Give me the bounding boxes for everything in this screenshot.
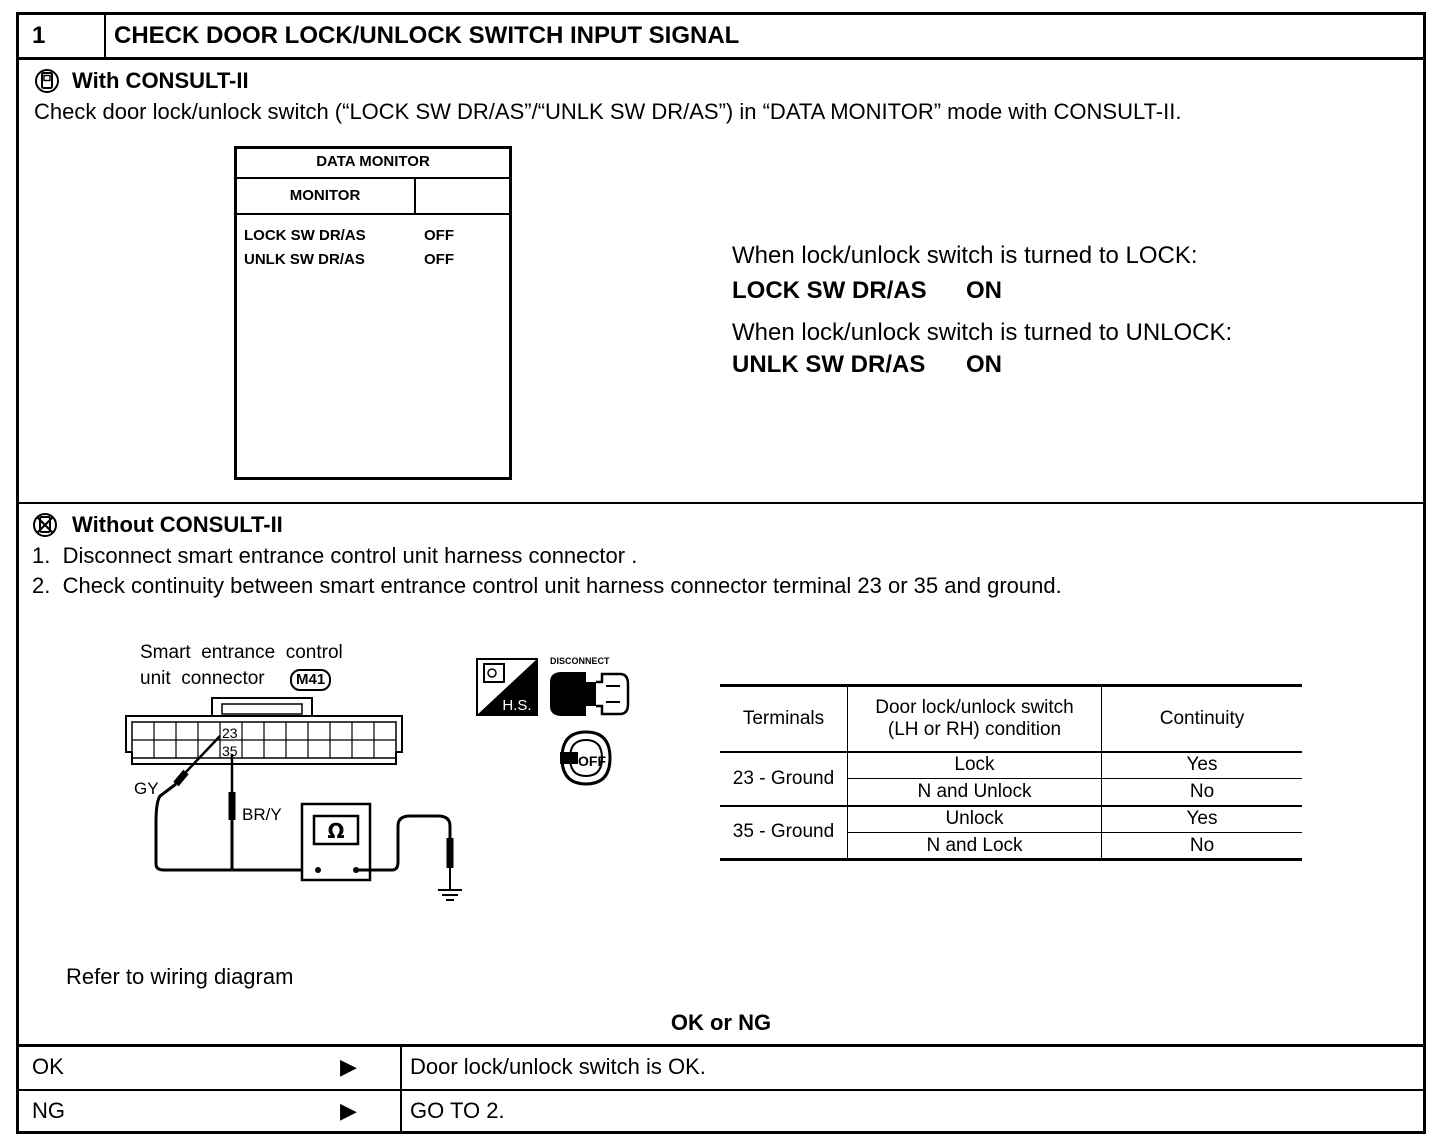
condition-unlock-text: When lock/unlock switch is turned to UNLOCK: xyxy=(732,319,1233,346)
without-step-2: 2. Check continuity between smart entrance control unit harness connector terminal 23 or 35 and ground. xyxy=(32,573,1062,598)
dm-row-1-item: LOCK SW DR/AS xyxy=(244,227,366,244)
terminal-23-cell: 23 - Ground xyxy=(720,752,848,806)
continuity-cell: Yes xyxy=(1102,806,1303,833)
ignition-off-icon xyxy=(556,728,624,788)
dm-row-2-item: UNLK SW DR/AS xyxy=(244,251,365,268)
dm-row-1-value: OFF xyxy=(424,227,454,244)
consult-icon xyxy=(34,68,64,94)
result-rule-top xyxy=(16,1044,1426,1047)
result-ng-label: NG xyxy=(32,1098,65,1123)
dm-rule-1 xyxy=(234,177,512,179)
step-number: 1 xyxy=(32,22,46,49)
disconnect-icon xyxy=(546,668,630,720)
wire-gy-label: GY xyxy=(134,779,159,798)
section-divider xyxy=(16,502,1426,504)
connector-id-badge: M41 xyxy=(290,669,331,691)
connector-label-line-1: Smart entrance control xyxy=(140,642,343,663)
condition-cell: N and Unlock xyxy=(848,779,1102,806)
continuity-cell: Yes xyxy=(1102,752,1303,779)
result-rule-middle xyxy=(16,1089,1426,1091)
condition-unlock-value: ON xyxy=(966,351,1002,378)
continuity-cell: No xyxy=(1102,833,1303,860)
condition-cell: Lock xyxy=(848,752,1102,779)
no-consult-icon xyxy=(32,512,62,538)
terminal-23-label: 23 xyxy=(222,725,238,741)
dm-row-2-value: OFF xyxy=(424,251,454,268)
continuity-table xyxy=(720,684,1302,861)
result-ng-action[interactable]: GO TO 2. xyxy=(410,1098,505,1123)
table-header-continuity: Continuity xyxy=(1102,686,1303,752)
continuity-cell: No xyxy=(1102,779,1303,806)
ohmmeter-symbol: Ω xyxy=(327,819,345,843)
dm-title: DATA MONITOR xyxy=(316,153,430,170)
terminal-35-label: 35 xyxy=(222,743,238,759)
result-heading: OK or NG xyxy=(670,1010,772,1035)
off-label: OFF xyxy=(578,753,606,769)
result-ok-action: Door lock/unlock switch is OK. xyxy=(410,1054,706,1079)
with-consult-instruction: Check door lock/unlock switch (“LOCK SW DR/AS”/“UNLK SW DR/AS”) in “DATA MONITOR” mode with CONSULT-II. xyxy=(34,99,1182,124)
step-title: CHECK DOOR LOCK/UNLOCK SWITCH INPUT SIGNAL xyxy=(114,22,740,49)
with-consult-heading: With CONSULT-II xyxy=(72,68,249,93)
table-row xyxy=(720,806,1302,833)
play-arrow-icon: ▶ xyxy=(340,1098,357,1123)
dm-rule-2 xyxy=(234,213,512,215)
wire-bry-label: BR/Y xyxy=(242,805,282,824)
harness-service-icon xyxy=(476,658,540,718)
continuity-wiring-diagram xyxy=(120,692,500,912)
without-step-1: 1. Disconnect smart entrance control unit harness connector . xyxy=(32,543,638,568)
condition-lock-value: ON xyxy=(966,277,1002,304)
refer-wiring-diagram: Refer to wiring diagram xyxy=(66,964,294,989)
table-row xyxy=(720,752,1302,779)
condition-cell: N and Lock xyxy=(848,833,1102,860)
condition-unlock-item: UNLK SW DR/AS xyxy=(732,351,926,378)
play-arrow-icon: ▶ xyxy=(340,1054,357,1079)
condition-lock-item: LOCK SW DR/AS xyxy=(732,277,927,304)
disconnect-label: DISCONNECT xyxy=(550,656,610,666)
result-divider xyxy=(400,1045,402,1134)
dm-column-label: MONITOR xyxy=(289,187,361,204)
header-divider xyxy=(104,12,106,58)
table-header-terminals: Terminals xyxy=(742,707,825,729)
hs-label: H.S. xyxy=(502,697,532,714)
condition-lock-text: When lock/unlock switch is turned to LOCK: xyxy=(732,242,1198,269)
header-bottom-rule xyxy=(16,57,1426,60)
connector-label-line-2: unit connector xyxy=(140,668,265,689)
result-ok-label: OK xyxy=(32,1054,64,1079)
table-header-condition: Door lock/unlock switch (LH or RH) condition xyxy=(848,686,1102,752)
condition-cell: Unlock xyxy=(848,806,1102,833)
terminal-35-cell: 35 - Ground xyxy=(720,806,848,860)
without-consult-heading: Without CONSULT-II xyxy=(72,512,283,537)
